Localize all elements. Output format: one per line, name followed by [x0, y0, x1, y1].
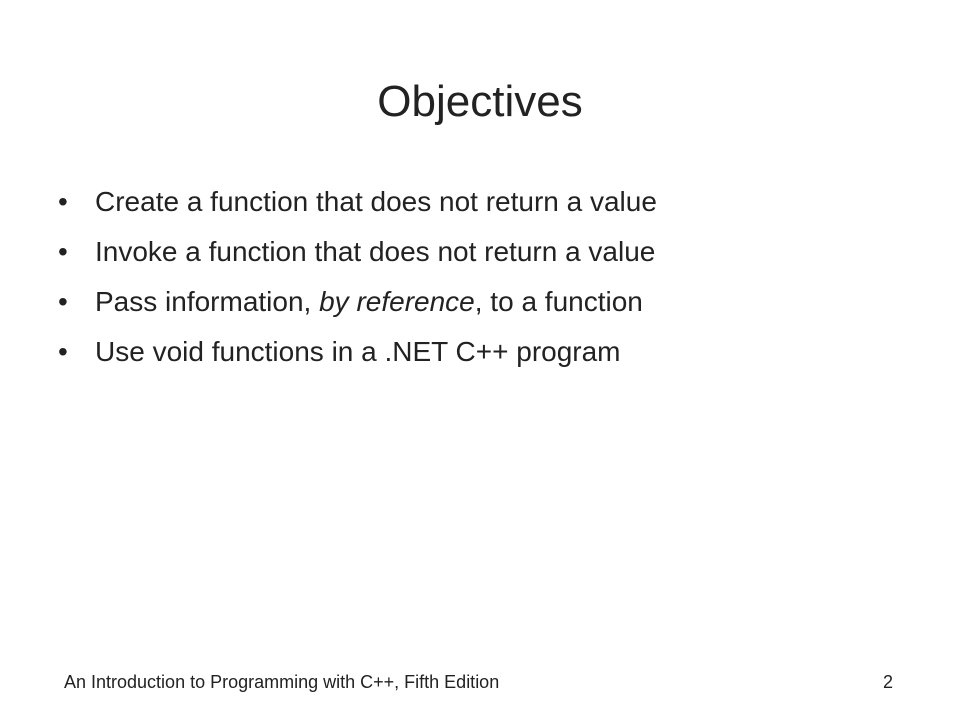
bullet-emphasis: by reference — [319, 286, 475, 317]
list-item — [58, 334, 918, 370]
slide-title: Objectives — [377, 77, 583, 126]
list-item — [58, 234, 918, 270]
footer-page-number: 2 — [882, 672, 893, 692]
bullet-text — [95, 284, 643, 320]
bullet-icon: • — [58, 236, 68, 267]
bullet-icon: • — [58, 336, 68, 367]
bullet-text-part: , to a function — [474, 286, 643, 317]
list-item — [58, 284, 918, 320]
bullet-text: Use void functions in a .NET C++ program — [95, 336, 621, 367]
bullet-icon: • — [58, 186, 68, 217]
list-item — [58, 184, 918, 220]
objectives-list — [58, 184, 918, 384]
bullet-text: Invoke a function that does not return a value — [95, 236, 656, 267]
bullet-text: Create a function that does not return a value — [95, 186, 657, 217]
bullet-text-part: Pass information, — [95, 286, 320, 317]
footer-book-title: An Introduction to Programming with C++, Fifth Edition — [64, 672, 500, 692]
bullet-icon: • — [58, 286, 68, 317]
